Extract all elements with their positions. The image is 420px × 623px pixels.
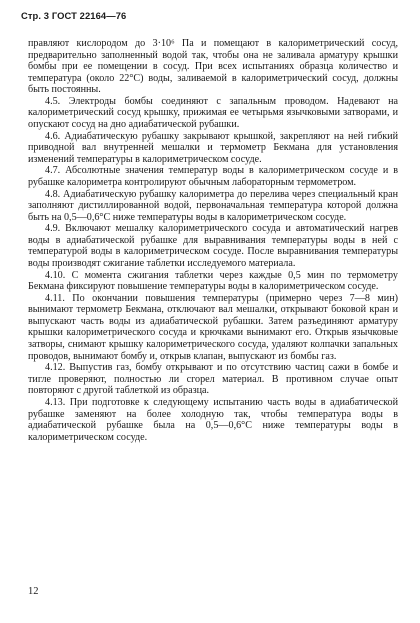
page-header: Стр. 3 ГОСТ 22164—76	[21, 10, 127, 21]
paragraph-4-10: 4.10. С момента сжигания таблетки через каждые 0,5 мин по термометру Бекмана фиксируют повышение температуры воды в калориметрическом сосуде.	[28, 269, 398, 293]
paragraph-4-6: 4.6. Адиабатическую рубашку закрывают крышкой, закрепляют на ней гибкий приводной вал внутренней мешалки и термометр Бекмана для установления изменений температуры в калориметрическом сосуде.	[28, 130, 398, 165]
document-body	[28, 38, 398, 443]
paragraph-4-9: 4.9. Включают мешалку калориметрического сосуда и автоматический нагрев воды в адиабатической рубашке для выравнивания температуры воды в ней с температурой воды в калориметрическом сосуде. После выравнивания температуры воды производят сжигание таблетки исследуемого материала.	[28, 223, 398, 269]
paragraph-4-8: 4.8. Адиабатическую рубашку калориметра до перелива через специальный кран заполняют дистиллированной водой, первоначальная температура которой должна быть на 0,5—0,6°С ниже температуры воды в калориметрическом сосуде.	[28, 188, 398, 223]
paragraph-4-12: 4.12. Выпустив газ, бомбу открывают и по отсутствию частиц сажи в бомбе и тигле проверяют, полностью ли сгорел материал. В противном случае опыт повторяют с другой таблеткой из образца.	[28, 362, 398, 397]
intro-paragraph: правляют кислородом до 3·10⁶ Па и помещают в калориметрический сосуд, предварительно заполненный водой так, чтобы она не заливала арматуру крышки бомбы при ее помещении в сосуд. При всех испытаниях образца количество и температура (около 22°С) воды, заливаемой в калориметрический сосуд, должны быть постоянны.	[28, 38, 398, 96]
paragraph-4-5: 4.5. Электроды бомбы соединяют с запальным проводом. Надевают на калориметрический сосуд крышку, прижимая ее четырьмя язычковыми затворами, и опускают сосуд на дно адиабатической рубашки.	[28, 95, 398, 131]
paragraph-4-7: 4.7. Абсолютные значения температур воды в калориметрическом сосуде и в рубашке калориметра контролируют обычным лабораторным термометром.	[28, 165, 398, 188]
paragraph-4-11: 4.11. По окончании повышения температуры (примерно через 7—8 мин) вынимают термометр Бекмана, отключают вал мешалки, открывают боковой кран и выпускают часть воды из адиабатической рубашки. Затем разъединяют арматуру крышки калориметрического сосуда и крючками вынимают его. Открыв язычковые затворы, снимают крышку калориметрического сосуда, удаляют колпачки запальных проводов, вынимают бомбу и, открыв клапан, выпускают из бомбы газ.	[28, 292, 398, 362]
paragraph-4-13: 4.13. При подготовке к следующему испытанию часть воды в адиабатической рубашке заменяют на более холодную так, чтобы температура воды в адиабатической рубашке была на 0,5—0,6°С ниже температуры воды в калориметрическом сосуде.	[28, 396, 398, 443]
page-number: 12	[28, 586, 39, 597]
